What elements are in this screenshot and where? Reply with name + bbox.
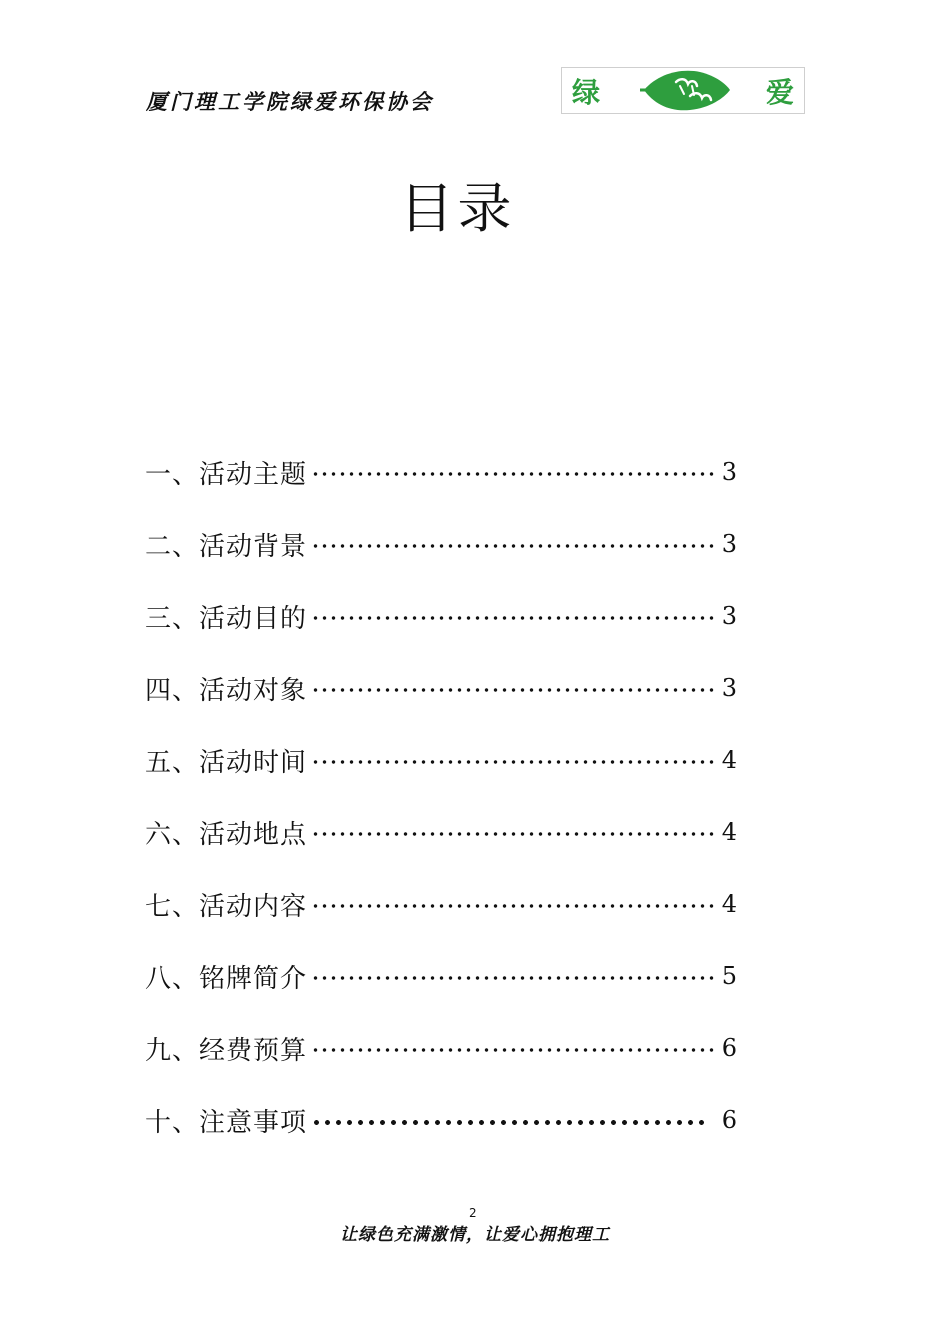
toc-entry-page: 3 — [721, 530, 737, 558]
leaf-hands-icon — [640, 68, 732, 113]
toc-entry[interactable] — [145, 1084, 737, 1156]
logo-char-left: 绿 — [572, 76, 601, 109]
toc-entry[interactable] — [145, 580, 737, 652]
toc-entry[interactable] — [145, 940, 737, 1012]
page-number: 2 — [469, 1206, 477, 1220]
dot-leader — [311, 616, 715, 620]
toc-entry-label: 七、活动内容 — [145, 891, 308, 922]
toc-entry-page: 3 — [721, 674, 737, 702]
dot-leader — [311, 472, 715, 476]
toc-entry-page: 4 — [721, 890, 737, 918]
dot-leader — [311, 832, 715, 836]
toc-entry-label: 二、活动背景 — [145, 531, 308, 562]
dot-leader — [311, 688, 715, 692]
footer-slogan: 让绿色充满激情，让爱心拥抱理工 — [340, 1225, 610, 1245]
toc-entry[interactable] — [145, 868, 737, 940]
toc-entry[interactable] — [145, 1012, 737, 1084]
toc-entry[interactable] — [145, 436, 737, 508]
toc-entry-page: 5 — [721, 962, 737, 990]
toc-entry-label: 六、活动地点 — [145, 819, 308, 850]
toc-entry[interactable] — [145, 508, 737, 580]
logo-char-right: 爱 — [765, 76, 794, 109]
dot-leader — [311, 976, 715, 980]
header-org-name: 厦门理工学院绿爱环保协会 — [146, 90, 434, 114]
toc-entry[interactable] — [145, 724, 737, 796]
dot-leader — [311, 1048, 715, 1052]
toc-entry-label: 十、注意事项 — [145, 1107, 308, 1138]
page-title: 目录 — [399, 177, 516, 240]
toc-entry-label: 三、活动目的 — [145, 603, 308, 634]
toc-entry[interactable] — [145, 796, 737, 868]
toc-entry[interactable] — [145, 652, 737, 724]
table-of-contents — [145, 436, 737, 1156]
toc-entry-page: 3 — [721, 458, 737, 486]
toc-entry-label: 一、活动主题 — [145, 459, 308, 490]
toc-entry-page: 6 — [721, 1106, 737, 1134]
toc-entry-label: 九、经费预算 — [145, 1035, 308, 1066]
toc-entry-label: 四、活动对象 — [145, 675, 308, 706]
toc-entry-page: 4 — [721, 818, 737, 846]
dot-leader — [311, 1120, 707, 1125]
toc-entry-page: 3 — [721, 602, 737, 630]
dot-leader — [311, 904, 715, 908]
toc-entry-page: 4 — [721, 746, 737, 774]
toc-entry-label: 五、活动时间 — [145, 747, 308, 778]
dot-leader — [311, 544, 715, 548]
association-logo — [561, 67, 805, 114]
toc-entry-label: 八、铭牌简介 — [145, 963, 308, 994]
toc-entry-page: 6 — [721, 1034, 737, 1062]
dot-leader — [311, 760, 715, 764]
